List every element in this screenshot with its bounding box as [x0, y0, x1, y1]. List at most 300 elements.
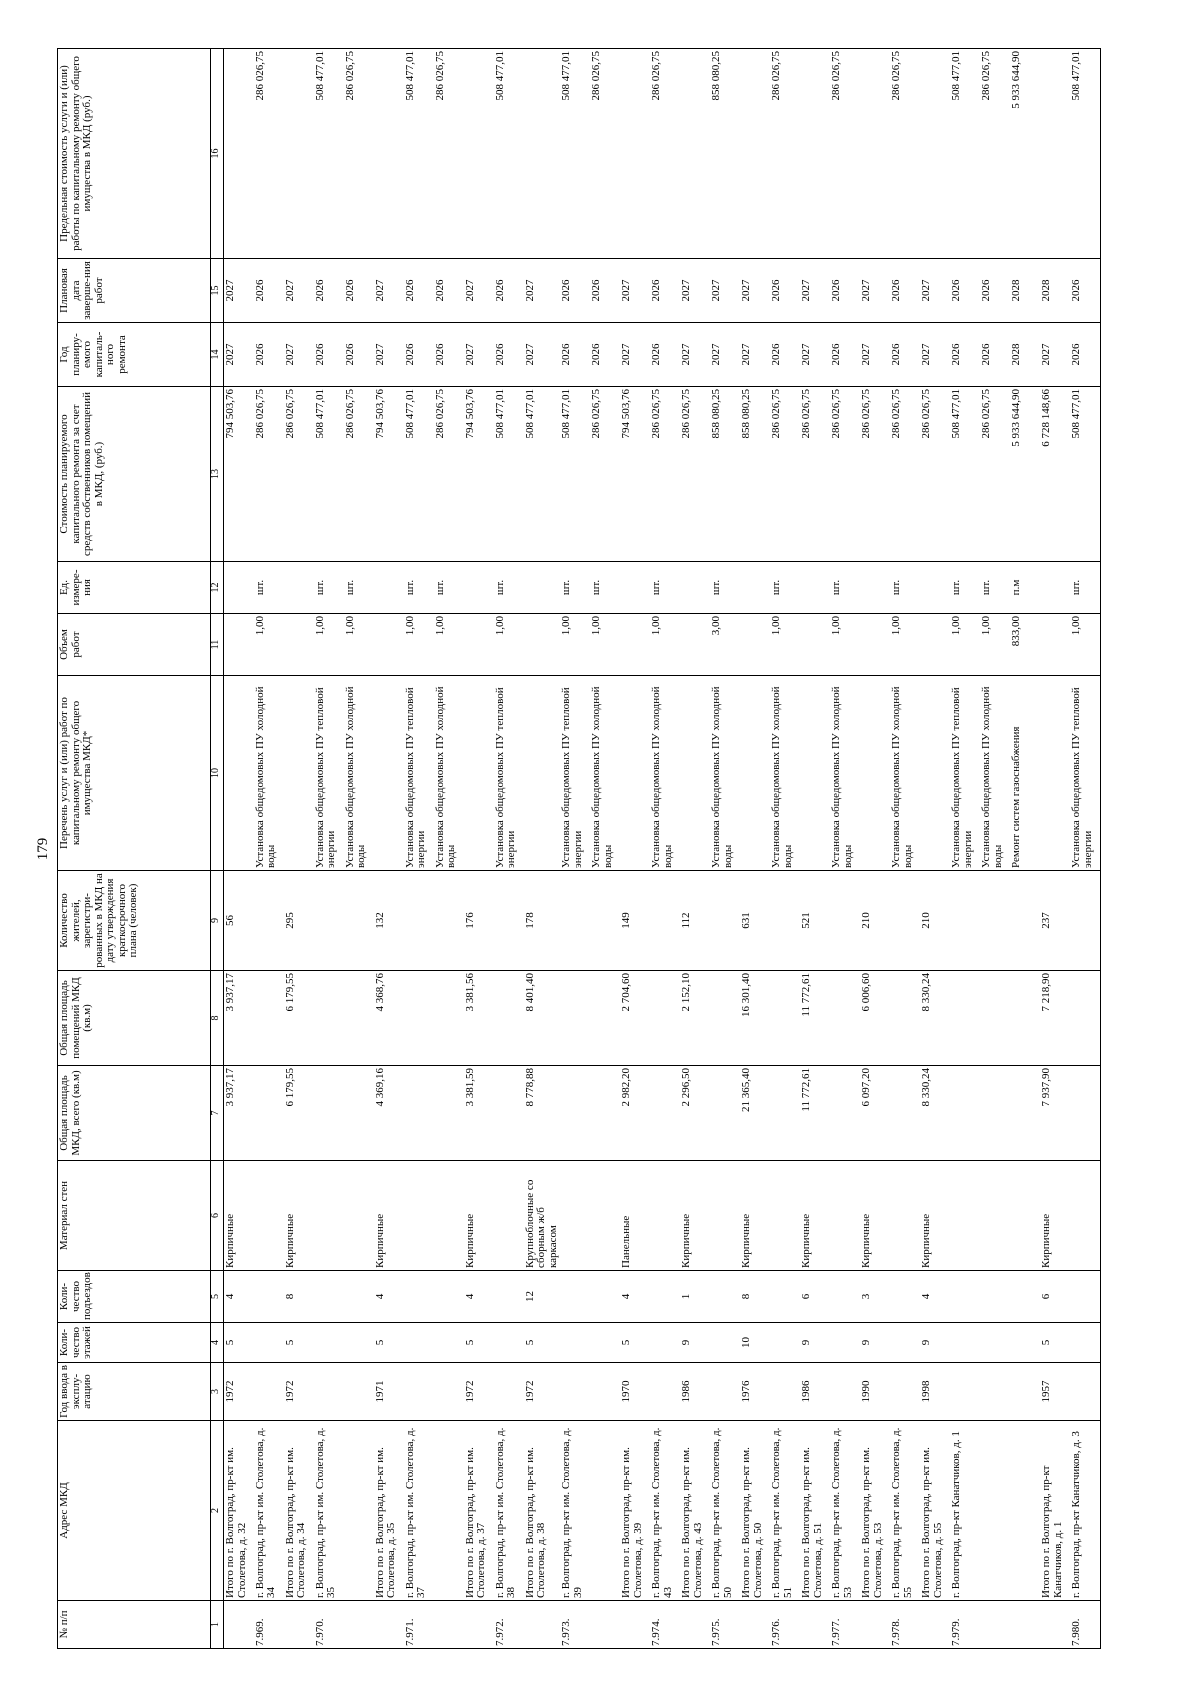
address-cell: г. Волгоград, пр-кт Канатчиков, д. 1 — [950, 1420, 980, 1600]
repair-year-cell: 2026 — [590, 322, 620, 386]
work-list-cell: Установка общедомовых ПУ тепловой энергии — [494, 675, 524, 870]
work-list-cell — [284, 675, 314, 870]
repair-year-cell: 2027 — [860, 322, 890, 386]
floors-cell — [770, 1322, 800, 1362]
total-area-cell: 3 381,59 — [464, 1065, 494, 1160]
table-row — [650, 48, 680, 1648]
completion-date-cell: 2026 — [494, 258, 524, 322]
max-cost-cell — [740, 48, 770, 258]
max-cost-cell — [1040, 48, 1070, 258]
premises-area-cell: 2 704,60 — [620, 970, 650, 1065]
table-row — [1010, 48, 1040, 1648]
address-cell: г. Волгоград, пр-кт им. Столетова, д. 51 — [770, 1420, 800, 1600]
wall-material-cell: Кирпичные — [224, 1160, 254, 1270]
row-number-cell — [434, 1600, 464, 1648]
max-cost-cell: 508 477,01 — [314, 48, 344, 258]
total-area-cell — [494, 1065, 524, 1160]
address-cell: г. Волгоград, пр-кт им. Столетова, д. 55 — [890, 1420, 920, 1600]
volume-cell: 1,00 — [1070, 613, 1100, 675]
address-cell: г. Волгоград, пр-кт им. Столетова, д. 53 — [830, 1420, 860, 1600]
repair-year-cell: 2026 — [314, 322, 344, 386]
column-number: 9 — [211, 870, 224, 970]
address-cell: Итого по г. Волгоград, пр-кт им. Столетова, д. 34 — [284, 1420, 314, 1600]
year-cell — [254, 1362, 284, 1420]
unit-cell: шт. — [344, 561, 374, 613]
rotated-sheet — [35, 49, 1165, 1649]
work-list-cell — [860, 675, 890, 870]
cost-cell: 794 503,76 — [620, 386, 650, 561]
repair-year-cell: 2026 — [830, 322, 860, 386]
floors-cell: 5 — [464, 1322, 494, 1362]
cost-cell: 286 026,75 — [590, 386, 620, 561]
residents-cell — [950, 870, 980, 970]
max-cost-cell: 286 026,75 — [590, 48, 620, 258]
volume-cell: 1,00 — [434, 613, 464, 675]
total-area-cell: 21 365,40 — [740, 1065, 770, 1160]
volume-cell: 1,00 — [344, 613, 374, 675]
entrances-cell — [980, 1270, 1010, 1322]
total-area-cell: 6 097,20 — [860, 1065, 890, 1160]
table-row — [254, 48, 284, 1648]
repair-year-cell: 2026 — [494, 322, 524, 386]
completion-date-cell: 2026 — [560, 258, 590, 322]
work-list-cell — [740, 675, 770, 870]
address-cell — [344, 1420, 374, 1600]
table-row — [890, 48, 920, 1648]
address-cell: г. Волгоград, пр-кт им. Столетова, д. 50 — [710, 1420, 740, 1600]
column-number: 3 — [211, 1362, 224, 1420]
completion-date-cell: 2028 — [1010, 258, 1040, 322]
entrances-cell — [590, 1270, 620, 1322]
premises-area-cell: 3 381,56 — [464, 970, 494, 1065]
volume-cell: 1,00 — [404, 613, 434, 675]
table-row — [800, 48, 830, 1648]
unit-cell — [1040, 561, 1070, 613]
volume-cell — [464, 613, 494, 675]
work-list-cell: Установка общедомовых ПУ тепловой энергии — [950, 675, 980, 870]
residents-cell — [710, 870, 740, 970]
cost-cell: 286 026,75 — [344, 386, 374, 561]
year-cell: 1957 — [1040, 1362, 1070, 1420]
residents-cell — [590, 870, 620, 970]
work-list-cell: Установка общедомовых ПУ холодной воды — [434, 675, 464, 870]
volume-cell: 1,00 — [314, 613, 344, 675]
completion-date-cell: 2026 — [950, 258, 980, 322]
address-cell: г. Волгоград, пр-кт им. Столетова, д. 35 — [314, 1420, 344, 1600]
unit-cell: шт. — [830, 561, 860, 613]
completion-date-cell: 2027 — [224, 258, 254, 322]
work-list-cell: Установка общедомовых ПУ холодной воды — [254, 675, 284, 870]
cost-cell: 508 477,01 — [494, 386, 524, 561]
table-row — [1070, 48, 1100, 1648]
premises-area-cell: 6 179,55 — [284, 970, 314, 1065]
residents-cell: 112 — [680, 870, 710, 970]
cost-cell: 6 728 148,66 — [1040, 386, 1070, 561]
entrances-cell — [710, 1270, 740, 1322]
entrances-cell — [314, 1270, 344, 1322]
work-list-cell: Установка общедомовых ПУ тепловой энергии — [314, 675, 344, 870]
max-cost-cell: 286 026,75 — [890, 48, 920, 258]
floors-cell: 5 — [224, 1322, 254, 1362]
floors-cell — [980, 1322, 1010, 1362]
work-list-cell: Установка общедомовых ПУ холодной воды — [980, 675, 1010, 870]
work-list-cell — [374, 675, 404, 870]
year-cell — [1010, 1362, 1040, 1420]
unit-cell — [284, 561, 314, 613]
completion-date-cell: 2027 — [680, 258, 710, 322]
work-list-cell — [1040, 675, 1070, 870]
repair-year-cell: 2026 — [1070, 322, 1100, 386]
premises-area-cell — [650, 970, 680, 1065]
year-cell: 1972 — [224, 1362, 254, 1420]
row-number-cell — [524, 1600, 561, 1648]
floors-cell — [434, 1322, 464, 1362]
volume-cell — [1040, 613, 1070, 675]
floors-cell — [650, 1322, 680, 1362]
capital-repair-table — [57, 48, 1101, 1649]
floors-cell: 5 — [374, 1322, 404, 1362]
premises-area-cell: 8 330,24 — [920, 970, 950, 1065]
premises-area-cell — [254, 970, 284, 1065]
entrances-cell: 6 — [1040, 1270, 1070, 1322]
header-cell: Коли-чество этажей — [58, 1322, 211, 1362]
row-number-cell — [980, 1600, 1010, 1648]
unit-cell: шт. — [254, 561, 284, 613]
wall-material-cell: Крупноблочные со сборным ж/б каркасом — [524, 1160, 561, 1270]
year-cell: 1990 — [860, 1362, 890, 1420]
wall-material-cell: Кирпичные — [920, 1160, 950, 1270]
row-number-cell: 7.980. — [1070, 1600, 1100, 1648]
row-number-cell — [1040, 1600, 1070, 1648]
floors-cell — [950, 1322, 980, 1362]
floors-cell — [1070, 1322, 1100, 1362]
work-list-cell: Установка общедомовых ПУ холодной воды — [830, 675, 860, 870]
unit-cell: шт. — [494, 561, 524, 613]
entrances-cell: 4 — [620, 1270, 650, 1322]
total-area-cell — [830, 1065, 860, 1160]
completion-date-cell: 2027 — [800, 258, 830, 322]
column-number: 7 — [211, 1065, 224, 1160]
max-cost-cell: 508 477,01 — [1070, 48, 1100, 258]
residents-cell: 631 — [740, 870, 770, 970]
residents-cell — [890, 870, 920, 970]
work-list-cell: Установка общедомовых ПУ холодной воды — [650, 675, 680, 870]
max-cost-cell: 508 477,01 — [950, 48, 980, 258]
wall-material-cell — [1010, 1160, 1040, 1270]
unit-cell — [860, 561, 890, 613]
column-number: 6 — [211, 1160, 224, 1270]
header-cell: Коли-чество подъездов — [58, 1270, 211, 1322]
residents-cell — [830, 870, 860, 970]
floors-cell — [344, 1322, 374, 1362]
row-number-cell: 7.977. — [830, 1600, 860, 1648]
work-list-cell: Установка общедомовых ПУ холодной воды — [890, 675, 920, 870]
address-cell: г. Волгоград, пр-кт им. Столетова, д. 43 — [650, 1420, 680, 1600]
unit-cell — [920, 561, 950, 613]
address-cell: г. Волгоград, пр-кт им. Столетова, д. 34 — [254, 1420, 284, 1600]
volume-cell — [860, 613, 890, 675]
premises-area-cell — [830, 970, 860, 1065]
column-number: 12 — [211, 561, 224, 613]
wall-material-cell: Кирпичные — [860, 1160, 890, 1270]
repair-year-cell: 2026 — [434, 322, 464, 386]
repair-year-cell: 2027 — [680, 322, 710, 386]
residents-cell: 210 — [860, 870, 890, 970]
header-row — [58, 48, 211, 1648]
wall-material-cell — [434, 1160, 464, 1270]
volume-cell: 1,00 — [494, 613, 524, 675]
address-cell: Итого по г. Волгоград, пр-кт им. Столетова, д. 37 — [464, 1420, 494, 1600]
work-list-cell — [680, 675, 710, 870]
unit-cell — [680, 561, 710, 613]
repair-year-cell: 2027 — [524, 322, 561, 386]
year-cell — [950, 1362, 980, 1420]
premises-area-cell: 2 152,10 — [680, 970, 710, 1065]
volume-cell — [524, 613, 561, 675]
repair-year-cell: 2026 — [344, 322, 374, 386]
header-cell: Объем работ — [58, 613, 211, 675]
address-cell: г. Волгоград, пр-кт им. Столетова, д. 39 — [560, 1420, 590, 1600]
repair-year-cell: 2027 — [464, 322, 494, 386]
wall-material-cell — [494, 1160, 524, 1270]
max-cost-cell — [464, 48, 494, 258]
row-number-cell — [680, 1600, 710, 1648]
table-row — [1040, 48, 1070, 1648]
completion-date-cell: 2026 — [590, 258, 620, 322]
max-cost-cell — [374, 48, 404, 258]
row-number-cell — [590, 1600, 620, 1648]
header-cell: Перечень услуг и (или) работ по капитальному ремонту общего имущества МКД* — [58, 675, 211, 870]
unit-cell: шт. — [980, 561, 1010, 613]
completion-date-cell: 2027 — [524, 258, 561, 322]
column-number: 11 — [211, 613, 224, 675]
address-cell: г. Волгоград, пр-кт Канатчиков, д. 3 — [1070, 1420, 1100, 1600]
row-number-cell — [740, 1600, 770, 1648]
work-list-cell: Установка общедомовых ПУ тепловой энергии — [404, 675, 434, 870]
cost-cell: 508 477,01 — [1070, 386, 1100, 561]
volume-cell: 1,00 — [254, 613, 284, 675]
work-list-cell — [920, 675, 950, 870]
residents-cell — [650, 870, 680, 970]
total-area-cell: 7 937,90 — [1040, 1065, 1070, 1160]
table-row — [680, 48, 710, 1648]
premises-area-cell — [1010, 970, 1040, 1065]
floors-cell — [314, 1322, 344, 1362]
wall-material-cell: Кирпичные — [800, 1160, 830, 1270]
year-cell — [494, 1362, 524, 1420]
table-row — [314, 48, 344, 1648]
address-cell: Итого по г. Волгоград, пр-кт им. Столетова, д. 55 — [920, 1420, 950, 1600]
repair-year-cell: 2027 — [920, 322, 950, 386]
max-cost-cell — [524, 48, 561, 258]
column-number: 10 — [211, 675, 224, 870]
residents-cell — [344, 870, 374, 970]
premises-area-cell — [770, 970, 800, 1065]
work-list-cell — [464, 675, 494, 870]
entrances-cell — [770, 1270, 800, 1322]
residents-cell: 56 — [224, 870, 254, 970]
row-number-cell: 7.975. — [710, 1600, 740, 1648]
row-number-cell: 7.972. — [494, 1600, 524, 1648]
max-cost-cell — [680, 48, 710, 258]
page-number: 179 — [35, 837, 51, 860]
column-number: 4 — [211, 1322, 224, 1362]
premises-area-cell — [344, 970, 374, 1065]
year-cell: 1972 — [524, 1362, 561, 1420]
work-list-cell: Установка общедомовых ПУ холодной воды — [770, 675, 800, 870]
volume-cell: 1,00 — [650, 613, 680, 675]
year-cell: 1971 — [374, 1362, 404, 1420]
unit-cell — [620, 561, 650, 613]
unit-cell: шт. — [650, 561, 680, 613]
table-row — [404, 48, 434, 1648]
premises-area-cell: 16 301,40 — [740, 970, 770, 1065]
table-row — [560, 48, 590, 1648]
premises-area-cell: 3 937,17 — [224, 970, 254, 1065]
premises-area-cell — [494, 970, 524, 1065]
completion-date-cell: 2027 — [920, 258, 950, 322]
repair-year-cell: 2026 — [254, 322, 284, 386]
entrances-cell — [560, 1270, 590, 1322]
year-cell — [980, 1362, 1010, 1420]
unit-cell: шт. — [890, 561, 920, 613]
total-area-cell — [590, 1065, 620, 1160]
wall-material-cell — [770, 1160, 800, 1270]
year-cell: 1986 — [680, 1362, 710, 1420]
year-cell — [890, 1362, 920, 1420]
residents-cell: 237 — [1040, 870, 1070, 970]
unit-cell — [224, 561, 254, 613]
row-number-cell — [344, 1600, 374, 1648]
completion-date-cell: 2026 — [890, 258, 920, 322]
max-cost-cell: 286 026,75 — [830, 48, 860, 258]
repair-year-cell: 2026 — [770, 322, 800, 386]
column-number: 1 — [211, 1600, 224, 1648]
header-cell: Ед. измере-ния — [58, 561, 211, 613]
max-cost-cell — [620, 48, 650, 258]
unit-cell — [524, 561, 561, 613]
volume-cell — [620, 613, 650, 675]
repair-year-cell: 2026 — [650, 322, 680, 386]
repair-year-cell: 2027 — [284, 322, 314, 386]
wall-material-cell: Кирпичные — [1040, 1160, 1070, 1270]
residents-cell: 295 — [284, 870, 314, 970]
address-cell: Итого по г. Волгоград, пр-кт Канатчиков, д. 1 — [1040, 1420, 1070, 1600]
year-cell — [404, 1362, 434, 1420]
max-cost-cell — [284, 48, 314, 258]
repair-year-cell: 2026 — [560, 322, 590, 386]
entrances-cell: 4 — [374, 1270, 404, 1322]
completion-date-cell: 2027 — [284, 258, 314, 322]
residents-cell — [254, 870, 284, 970]
unit-cell: шт. — [1070, 561, 1100, 613]
premises-area-cell: 7 218,90 — [1040, 970, 1070, 1065]
table-row — [344, 48, 374, 1648]
cost-cell: 286 026,75 — [254, 386, 284, 561]
floors-cell: 9 — [800, 1322, 830, 1362]
year-cell: 1976 — [740, 1362, 770, 1420]
total-area-cell: 6 179,55 — [284, 1065, 314, 1160]
volume-cell: 1,00 — [980, 613, 1010, 675]
unit-cell — [374, 561, 404, 613]
table-row — [860, 48, 890, 1648]
repair-year-cell: 2028 — [1010, 322, 1040, 386]
floors-cell — [494, 1322, 524, 1362]
unit-cell: шт. — [590, 561, 620, 613]
floors-cell — [830, 1322, 860, 1362]
year-cell: 1998 — [920, 1362, 950, 1420]
cost-cell: 794 503,76 — [224, 386, 254, 561]
repair-year-cell: 2026 — [980, 322, 1010, 386]
work-list-cell: Установка общедомовых ПУ холодной воды — [710, 675, 740, 870]
address-cell: Итого по г. Волгоград, пр-кт им. Столетова, д. 35 — [374, 1420, 404, 1600]
entrances-cell: 4 — [464, 1270, 494, 1322]
unit-cell: шт. — [950, 561, 980, 613]
cost-cell: 858 080,25 — [740, 386, 770, 561]
total-area-cell — [710, 1065, 740, 1160]
header-cell: № п/п — [58, 1600, 211, 1648]
year-cell — [344, 1362, 374, 1420]
header-cell: Материал стен — [58, 1160, 211, 1270]
max-cost-cell — [224, 48, 254, 258]
entrances-cell: 4 — [920, 1270, 950, 1322]
completion-date-cell: 2026 — [344, 258, 374, 322]
residents-cell: 132 — [374, 870, 404, 970]
address-cell — [590, 1420, 620, 1600]
table-row — [950, 48, 980, 1648]
volume-cell: 1,00 — [590, 613, 620, 675]
premises-area-cell: 11 772,61 — [800, 970, 830, 1065]
wall-material-cell — [980, 1160, 1010, 1270]
year-cell — [560, 1362, 590, 1420]
work-list-cell: Установка общедомовых ПУ тепловой энергии — [560, 675, 590, 870]
unit-cell: шт. — [560, 561, 590, 613]
floors-cell — [710, 1322, 740, 1362]
table-row — [980, 48, 1010, 1648]
max-cost-cell — [920, 48, 950, 258]
year-cell: 1986 — [800, 1362, 830, 1420]
volume-cell: 1,00 — [560, 613, 590, 675]
cost-cell: 286 026,75 — [434, 386, 464, 561]
completion-date-cell: 2027 — [374, 258, 404, 322]
residents-cell: 210 — [920, 870, 950, 970]
wall-material-cell: Панельные — [620, 1160, 650, 1270]
entrances-cell — [434, 1270, 464, 1322]
header-cell: Год планиру-емого капиталь-ного ремонта — [58, 322, 211, 386]
premises-area-cell: 8 401,40 — [524, 970, 561, 1065]
premises-area-cell — [1070, 970, 1100, 1065]
total-area-cell: 3 937,17 — [224, 1065, 254, 1160]
wall-material-cell: Кирпичные — [680, 1160, 710, 1270]
year-cell — [650, 1362, 680, 1420]
max-cost-cell: 5 933 644,90 — [1010, 48, 1040, 258]
unit-cell: шт. — [404, 561, 434, 613]
entrances-cell: 8 — [740, 1270, 770, 1322]
unit-cell: п.м — [1010, 561, 1040, 613]
unit-cell: шт. — [710, 561, 740, 613]
volume-cell — [284, 613, 314, 675]
address-cell — [434, 1420, 464, 1600]
wall-material-cell — [650, 1160, 680, 1270]
entrances-cell: 4 — [224, 1270, 254, 1322]
address-cell: Итого по г. Волгоград, пр-кт им. Столетова, д. 51 — [800, 1420, 830, 1600]
wall-material-cell: Кирпичные — [740, 1160, 770, 1270]
total-area-cell — [560, 1065, 590, 1160]
completion-date-cell: 2026 — [404, 258, 434, 322]
wall-material-cell — [830, 1160, 860, 1270]
table-row — [224, 48, 254, 1648]
floors-cell: 10 — [740, 1322, 770, 1362]
